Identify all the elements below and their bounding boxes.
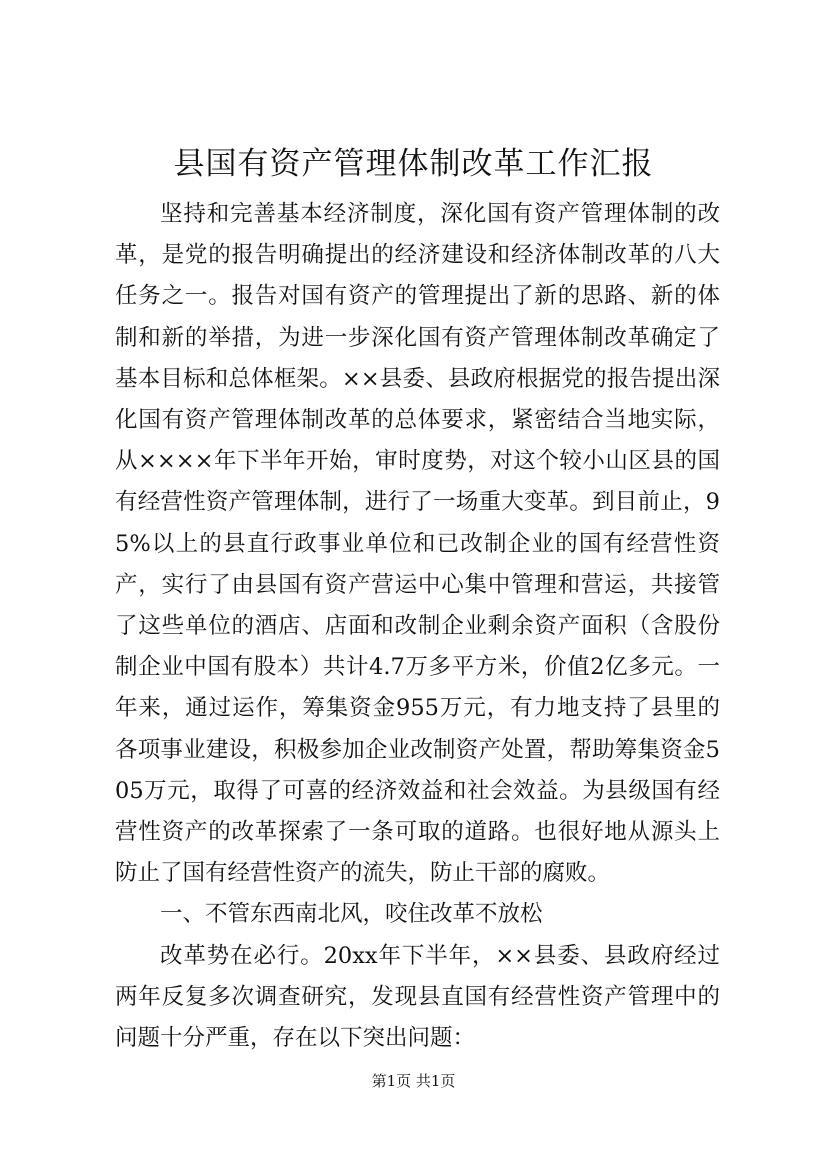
document-body (115, 194, 720, 1059)
section-heading: 一、不管东西南北风，咬住改革不放松 (160, 901, 543, 928)
intro-paragraph: 坚持和完善基本经济制度，深化国有资产管理体制的改革，是党的报告明确提出的经济建设和经济体制改革的八大任务之一。报告对国有资产的管理提出了新的思路、新的体制和新的举措，为进一步深化国有资产管理体制改革确定了基本目标和总体框架。××县委、县政府根据党的报告提出深化国有资产管理体制改革的总体要求，紧密结合当地实际，从××××年下半年开始，审时度势，对这个较小山区县的国有经营性资产管理体制，进行了一场重大变革。到目前止，95%以上的县直行政事业单位和已改制企业的国有经营性资产，实行了由县国有资产营运中心集中管理和营运，共接管了这些单位的酒店、店面和改制企业剩余资产面积（含股份制企业中国有股本）共计4.7万多平方米，价值2亿多元。一年来，通过运作，筹集资金955万元，有力地支持了县里的各项事业建设，积极参加企业改制资产处置，帮助筹集资金505万元，取得了可喜的经济效益和社会效益。为县级国有经营性资产的改革探索了一条可取的道路。也很好地从源头上防止了国有经营性资产的流失，防止干部的腐败。 (115, 201, 720, 887)
page-footer: 第1页 共1页 (371, 1072, 456, 1090)
section-paragraph: 改革势在必行。20xx年下半年，××县委、县政府经过两年反复多次调查研究，发现县直国有经营性资产管理中的问题十分严重，存在以下突出问题： (115, 942, 720, 1052)
document-title: 县国有资产管理体制改革工作汇报 (173, 146, 654, 182)
